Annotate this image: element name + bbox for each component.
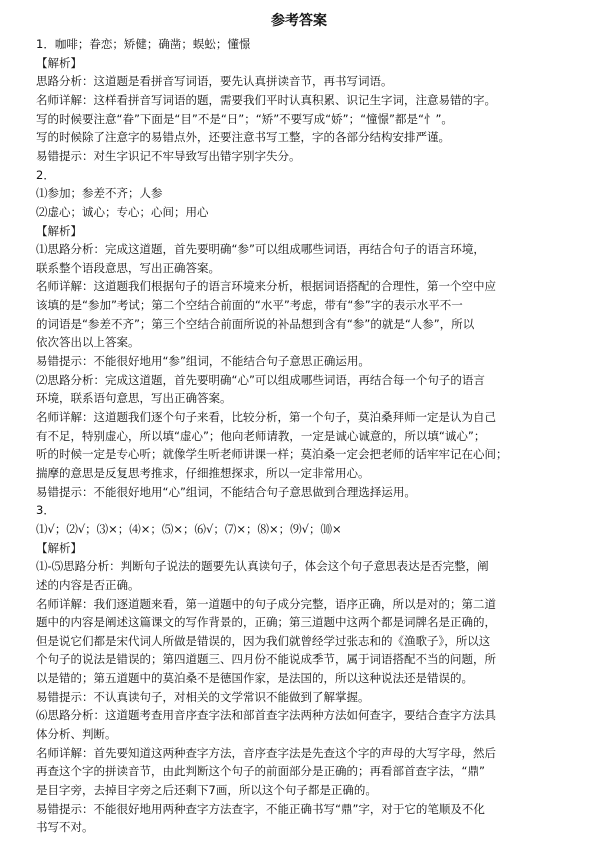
text-line: 题中的内容是阐述这篇课文的写作背景的，正确；第三道题中这两个都是词牌名是正确的， [36, 615, 496, 630]
text-line: 名师详解：这样看拼音写词语的题，需要我们平时认真积累、识记生字词，注意易错的字。 [36, 92, 496, 107]
text-line: 易错提示：不能很好地用“参”组词，不能结合句子意思正确运用。 [36, 354, 370, 369]
text-line: 体分析、判断。 [36, 727, 117, 742]
text-line: 书写不对。 [36, 820, 94, 835]
text-line: ⑴√；⑵√；⑶×；⑷×；⑸×；⑹√；⑺×；⑻×；⑼√；⑽× [36, 521, 342, 536]
page-title: 参考答案 [271, 13, 327, 29]
text-line: 思路分析：这道题是看拼音写词语，要先认真拼读音节，再书写词语。 [36, 74, 393, 89]
text-line: 写的时候除了注意字的易错点外，还要注意书写工整，字的各部分结构安排严谨。 [36, 130, 450, 145]
text-line: ⑴思路分析：完成这道题，首先要明确“参”可以组成哪些词语，再结合句子的语言环境， [36, 242, 485, 257]
text-line: 的词语是“参差不齐”；第三个空结合前面所说的补品想到含有“参”的就是“人参”，所以 [36, 316, 475, 331]
text-line: 1．咖啡；眷恋；矫健；确凿；蜈蚣；懂憬 [36, 37, 251, 51]
text-line: 名师详解：我们逐道题来看，第一道题中的句子成分完整，语序正确，所以是对的；第二道 [36, 596, 496, 611]
text-line: 述的内容是否正确。 [36, 577, 140, 592]
text-line: 易错提示：不能很好地用“心”组词，不能结合句子意思做到合理选择运用。 [36, 484, 416, 499]
text-line: 易错提示：不认真读句子，对相关的文学常识不能做到了解掌握。 [36, 689, 370, 704]
text-line: 【解析】 [36, 55, 82, 70]
text-line: 易错提示：对生字识记不牢导致写出错字别字失分。 [36, 148, 301, 163]
text-line: 个句子的说法是错误的；第四道题三、四月份不能说成季节，属于词语搭配不当的问题，所 [36, 652, 496, 667]
text-line: ⑴参加；参差不齐；人参 [36, 186, 163, 201]
text-line: 3． [36, 503, 55, 518]
text-line: 是目字旁，去掉目字旁之后还剩下7画，所以这个句子都是正确的。 [36, 783, 377, 797]
text-line: 易错提示：不能很好地用两种查字方法查字，不能正确书写“鼎”字，对于它的笔顺及不化 [36, 801, 485, 816]
text-line: 名师详解：这道题我们根据句子的语言环境来分析，根据词语搭配的合理性，第一个空中应 [36, 279, 496, 294]
text-line: 该填的是“参加”考试；第二个空结合前面的“水平”考虑，带有“参”字的表示水平不一 [36, 298, 463, 313]
text-line: 听的时候一定是专心听；就像学生听老师讲课一样；莫泊桑一定会把老师的话牢牢记在心间； [36, 447, 508, 462]
text-line: 名师详解：这道题我们逐个句子来看，比较分析，第一个句子，莫泊桑拜师一定是认为自己 [36, 410, 496, 424]
text-line: 有不足，特别虚心，所以填“虚心”；他向老师请教，一定是诚心诚意的，所以填“诚心”； [36, 428, 486, 443]
text-line: ⑵虚心；诚心；专心；心间；用心 [36, 204, 209, 219]
text-line: 依次答出以上答案。 [36, 335, 140, 350]
text-line: 但是说它们都是宋代词人所做是错误的，因为我们就曾经学过张志和的《渔歌子》，所以这 [36, 633, 491, 648]
text-line: 环境，联系语句意思，写出正确答案。 [36, 391, 232, 406]
text-line: 揣摩的意思是反复思考推求，仔细推想探求，所以一定非常用心。 [36, 465, 370, 480]
text-line: 写的时候要注意“眷”下面是“目”不是“日”；“矫”不要写成“娇”；“憧憬”都是“忄”。 [36, 111, 453, 126]
text-line: ⑹思路分析：这道题考查用音序查字法和部首查字法两种方法如何查字，要结合查字方法具 [36, 708, 496, 723]
text-line: 【解析】 [36, 540, 82, 555]
text-line: 以是错的；第五道题中的莫泊桑不是德国作家，是法国的，所以这种说法还是错误的。 [36, 671, 473, 686]
text-line: 联系整个语段意思，写出正确答案。 [36, 260, 220, 275]
text-line: ⑵思路分析：完成这道题，首先要明确“心”可以组成哪些词语，再结合每一个句子的语言 [36, 372, 485, 387]
text-line: 2． [36, 167, 55, 182]
text-line: ⑴-⑸思路分析：判断句子说法的题要先认真读句子，体会这个句子意思表达是否完整，阐 [36, 559, 489, 574]
text-line: 名师详解：首先要知道这两种查字方法，音序查字法是先查这个字的声母的大写字母，然后 [36, 745, 496, 760]
text-line: 【解析】 [36, 223, 82, 238]
text-line: 再查这个字的拼读音节，由此判断这个句子的前面部分是正确的；再看部首查字法，“鼎” [36, 764, 485, 779]
